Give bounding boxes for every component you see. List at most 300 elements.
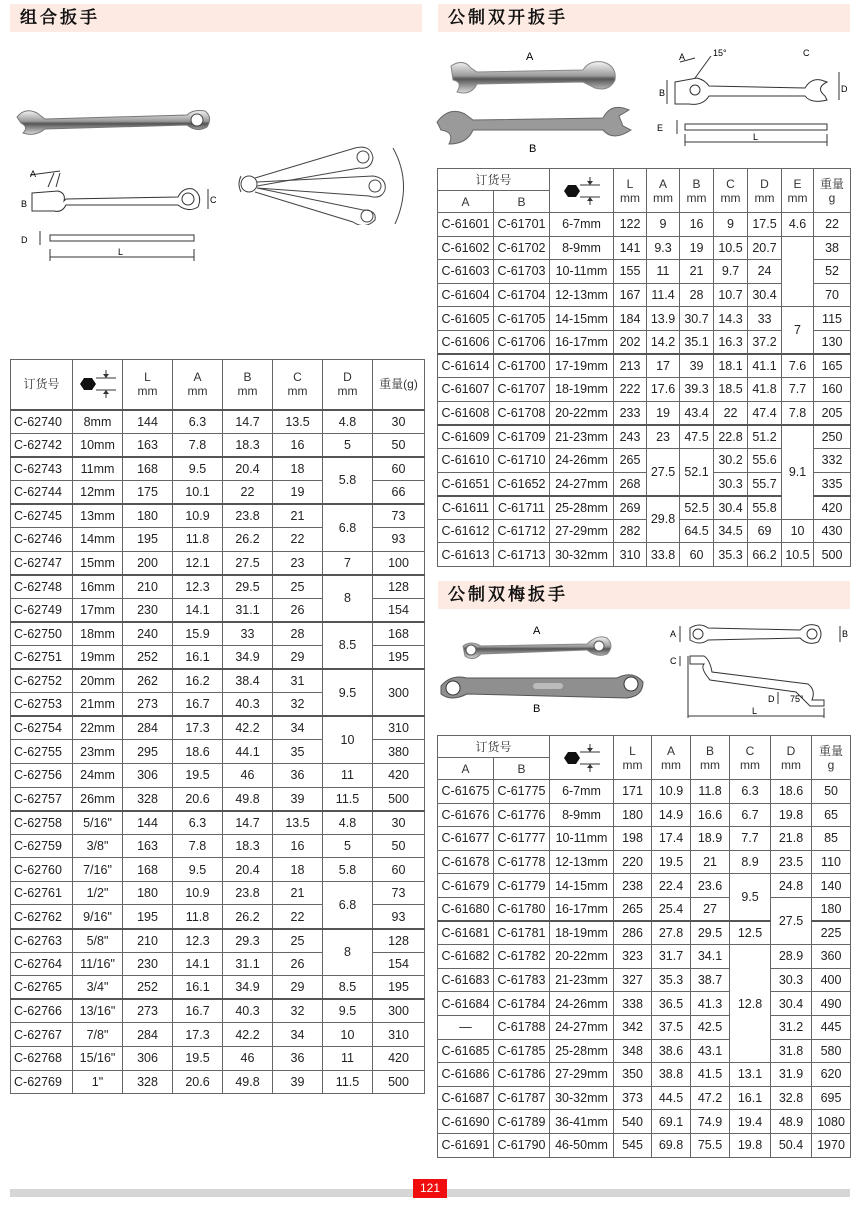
cell-l: 327 bbox=[614, 968, 652, 992]
cell-c: 29 bbox=[273, 645, 323, 669]
cell-w: 22 bbox=[814, 213, 851, 237]
cell-a: 22.4 bbox=[652, 874, 691, 898]
cell-size: 7/8" bbox=[73, 1023, 123, 1047]
cell-d: 30.3 bbox=[771, 968, 812, 992]
cell-w: 1080 bbox=[812, 1110, 851, 1134]
cell-l: 180 bbox=[614, 803, 652, 827]
cell-b: 18.9 bbox=[691, 827, 730, 851]
cell-b: C-61778 bbox=[494, 850, 550, 874]
cell-l: 210 bbox=[123, 929, 173, 953]
cell-w: 500 bbox=[373, 787, 425, 811]
cell-l: 198 bbox=[614, 827, 652, 851]
cell-l: 230 bbox=[123, 952, 173, 976]
header-a: A mm bbox=[173, 360, 223, 410]
header-code: 订货号 bbox=[438, 169, 550, 191]
cell-a: C-61681 bbox=[438, 921, 494, 945]
cell-c: 12.8 bbox=[730, 945, 771, 1063]
cell-w: 115 bbox=[814, 307, 851, 331]
cell-w: 310 bbox=[373, 716, 425, 740]
cell-size: 18-19mm bbox=[550, 378, 614, 402]
diagram-label-angle: 75° bbox=[790, 694, 804, 704]
cell-w: 50 bbox=[373, 834, 425, 858]
cell-w: 695 bbox=[812, 1086, 851, 1110]
cell-b: 35.1 bbox=[680, 330, 714, 354]
box-end-wrench-diagram bbox=[660, 620, 850, 720]
cell-w: 250 bbox=[814, 425, 851, 449]
cell-a: C-61604 bbox=[438, 283, 494, 307]
cell-a: C-61607 bbox=[438, 378, 494, 402]
cell-a: C-61605 bbox=[438, 307, 494, 331]
cell-a: C-61678 bbox=[438, 850, 494, 874]
cell-size: 24-27mm bbox=[550, 472, 614, 496]
diagram-label-d: D bbox=[768, 694, 775, 704]
cell-c: 7.7 bbox=[730, 827, 771, 851]
table-row bbox=[438, 1086, 851, 1110]
cell-a: 6.3 bbox=[173, 410, 223, 434]
cell-b: 22 bbox=[223, 480, 273, 504]
cell-w: 420 bbox=[373, 1047, 425, 1071]
cell-a: 29.8 bbox=[647, 496, 680, 543]
cell-d: 30.4 bbox=[771, 992, 812, 1016]
cell-size: 13mm bbox=[73, 504, 123, 528]
table-row bbox=[438, 968, 851, 992]
cell-l: 168 bbox=[123, 858, 173, 882]
cell-a: 69.1 bbox=[652, 1110, 691, 1134]
cell-l: 328 bbox=[123, 1070, 173, 1094]
cell-b: 23.8 bbox=[223, 504, 273, 528]
cell-w: 30 bbox=[373, 410, 425, 434]
table-row bbox=[438, 213, 851, 237]
cell-code: C-62740 bbox=[11, 410, 73, 434]
page-number: 121 bbox=[413, 1179, 447, 1198]
table-row bbox=[11, 1070, 425, 1094]
hex-size-icon bbox=[560, 743, 604, 773]
cell-a: 19.5 bbox=[652, 850, 691, 874]
cell-code: C-62762 bbox=[11, 905, 73, 929]
header-code-b: B bbox=[494, 191, 550, 213]
cell-c: 25 bbox=[273, 575, 323, 599]
table-row bbox=[438, 897, 851, 921]
photo-label-a: A bbox=[533, 625, 541, 637]
cell-w: 38 bbox=[814, 236, 851, 260]
cell-d: 10 bbox=[323, 1023, 373, 1047]
cell-w: 168 bbox=[373, 622, 425, 646]
cell-a: C-61684 bbox=[438, 992, 494, 1016]
cell-a: 69.8 bbox=[652, 1133, 691, 1157]
cell-d: 32.8 bbox=[771, 1086, 812, 1110]
cell-b: 31.1 bbox=[223, 952, 273, 976]
cell-b: C-61709 bbox=[494, 425, 550, 449]
cell-a: 16.2 bbox=[173, 669, 223, 693]
cell-size: 1" bbox=[73, 1070, 123, 1094]
table-row bbox=[11, 999, 425, 1023]
table-row bbox=[438, 378, 851, 402]
cell-size: 11mm bbox=[73, 457, 123, 481]
table-row bbox=[438, 803, 851, 827]
cell-b: 30.7 bbox=[680, 307, 714, 331]
cell-a: 35.3 bbox=[652, 968, 691, 992]
cell-size: 20-22mm bbox=[550, 945, 614, 969]
cell-c: 19.4 bbox=[730, 1110, 771, 1134]
cell-l: 210 bbox=[123, 575, 173, 599]
cell-b: C-61780 bbox=[494, 897, 550, 921]
cell-c: 34 bbox=[273, 1023, 323, 1047]
cell-code: C-62761 bbox=[11, 881, 73, 905]
cell-size: 46-50mm bbox=[550, 1133, 614, 1157]
table-row bbox=[438, 780, 851, 804]
cell-b: 26.2 bbox=[223, 905, 273, 929]
cell-c: 36 bbox=[273, 1047, 323, 1071]
cell-b: 28 bbox=[680, 283, 714, 307]
cell-size: 15mm bbox=[73, 551, 123, 575]
cell-code: C-62755 bbox=[11, 740, 73, 764]
cell-d: 17.5 bbox=[748, 213, 782, 237]
cell-a: C-61613 bbox=[438, 543, 494, 567]
cell-w: 580 bbox=[812, 1039, 851, 1063]
table-row bbox=[438, 1039, 851, 1063]
cell-a: 7.8 bbox=[173, 433, 223, 457]
cell-c: 21 bbox=[273, 504, 323, 528]
cell-d: 28.9 bbox=[771, 945, 812, 969]
cell-w: 93 bbox=[373, 527, 425, 551]
cell-l: 213 bbox=[614, 354, 647, 378]
cell-l: 540 bbox=[614, 1110, 652, 1134]
cell-a: C-61609 bbox=[438, 425, 494, 449]
cell-a: C-61603 bbox=[438, 260, 494, 284]
cell-d: 31.8 bbox=[771, 1039, 812, 1063]
cell-l: 195 bbox=[123, 527, 173, 551]
cell-d: 30.4 bbox=[748, 283, 782, 307]
cell-b: 41.5 bbox=[691, 1063, 730, 1087]
cell-size: 20mm bbox=[73, 669, 123, 693]
cell-a: C-61687 bbox=[438, 1086, 494, 1110]
cell-b: 41.3 bbox=[691, 992, 730, 1016]
cell-code: C-62763 bbox=[11, 929, 73, 953]
cell-size: 15/16" bbox=[73, 1047, 123, 1071]
table-row bbox=[11, 551, 425, 575]
cell-l: 163 bbox=[123, 834, 173, 858]
cell-l: 342 bbox=[614, 1015, 652, 1039]
cell-b: 46 bbox=[223, 763, 273, 787]
cell-l: 348 bbox=[614, 1039, 652, 1063]
cell-c: 18 bbox=[273, 858, 323, 882]
cell-w: 500 bbox=[814, 543, 851, 567]
header-a: A mm bbox=[647, 169, 680, 213]
cell-b: 16.6 bbox=[691, 803, 730, 827]
cell-c: 6.7 bbox=[730, 803, 771, 827]
cell-b: 29.5 bbox=[691, 921, 730, 945]
cell-b: 46 bbox=[223, 1047, 273, 1071]
table-row bbox=[11, 811, 425, 835]
box-end-wrench-photo bbox=[437, 620, 647, 720]
cell-a: C-61677 bbox=[438, 827, 494, 851]
cell-b: C-61703 bbox=[494, 260, 550, 284]
cell-a: 19 bbox=[647, 401, 680, 425]
cell-d: 55.6 bbox=[748, 448, 782, 472]
cell-a: 10.9 bbox=[173, 504, 223, 528]
cell-size: 1/2" bbox=[73, 881, 123, 905]
cell-code: C-62758 bbox=[11, 811, 73, 835]
cell-l: 310 bbox=[614, 543, 647, 567]
cell-d: 7 bbox=[323, 551, 373, 575]
cell-w: 154 bbox=[373, 598, 425, 622]
cell-b: 38.4 bbox=[223, 669, 273, 693]
section-title-open-end-wrench: 公制双开扳手 bbox=[438, 4, 850, 32]
cell-size: 5/16" bbox=[73, 811, 123, 835]
cell-c: 9.7 bbox=[714, 260, 748, 284]
cell-code: C-62768 bbox=[11, 1047, 73, 1071]
header-size bbox=[73, 360, 123, 410]
cell-d: 41.8 bbox=[748, 378, 782, 402]
cell-c: 22.8 bbox=[714, 425, 748, 449]
open-end-wrench-table bbox=[437, 168, 851, 567]
header-code: 订货号 bbox=[11, 360, 73, 410]
cell-w: 195 bbox=[373, 645, 425, 669]
cell-a: C-61606 bbox=[438, 330, 494, 354]
cell-c: 9.5 bbox=[730, 874, 771, 921]
diagram-label-c: C bbox=[803, 48, 810, 58]
cell-e: 7.6 bbox=[782, 354, 814, 378]
cell-d: 9.5 bbox=[323, 669, 373, 716]
cell-a: 16.1 bbox=[173, 976, 223, 1000]
cell-l: 243 bbox=[614, 425, 647, 449]
cell-size: 10mm bbox=[73, 433, 123, 457]
cell-b: 23.8 bbox=[223, 881, 273, 905]
cell-size: 8mm bbox=[73, 410, 123, 434]
cell-b: 34.1 bbox=[691, 945, 730, 969]
cell-b: C-61779 bbox=[494, 874, 550, 898]
cell-e: 7.7 bbox=[782, 378, 814, 402]
header-e: E mm bbox=[782, 169, 814, 213]
cell-b: 39 bbox=[680, 354, 714, 378]
cell-a: 20.6 bbox=[173, 787, 223, 811]
cell-code: C-62760 bbox=[11, 858, 73, 882]
cell-size: 6-7mm bbox=[550, 213, 614, 237]
cell-b: 26.2 bbox=[223, 527, 273, 551]
diagram-label-c: C bbox=[670, 656, 677, 666]
cell-c: 14.3 bbox=[714, 307, 748, 331]
cell-b: 20.4 bbox=[223, 457, 273, 481]
table-row bbox=[11, 622, 425, 646]
cell-b: 34.9 bbox=[223, 976, 273, 1000]
cell-b: 11.8 bbox=[691, 780, 730, 804]
cell-a: 38.8 bbox=[652, 1063, 691, 1087]
cell-d: 5.8 bbox=[323, 858, 373, 882]
cell-size: 21-23mm bbox=[550, 425, 614, 449]
cell-l: 269 bbox=[614, 496, 647, 520]
cell-size: 19mm bbox=[73, 645, 123, 669]
cell-a: C-61608 bbox=[438, 401, 494, 425]
cell-size: 14-15mm bbox=[550, 307, 614, 331]
cell-size: 8-9mm bbox=[550, 803, 614, 827]
section-title-combination-wrench: 组合扳手 bbox=[10, 4, 422, 32]
cell-a: 9.5 bbox=[173, 858, 223, 882]
cell-code: C-62756 bbox=[11, 763, 73, 787]
cell-c: 30.2 bbox=[714, 448, 748, 472]
cell-b: C-61790 bbox=[494, 1133, 550, 1157]
cell-b: 31.1 bbox=[223, 598, 273, 622]
cell-size: 8-9mm bbox=[550, 236, 614, 260]
cell-e: 9.1 bbox=[782, 425, 814, 519]
table-row bbox=[11, 669, 425, 693]
cell-size: 5/8" bbox=[73, 929, 123, 953]
cell-a: 37.5 bbox=[652, 1015, 691, 1039]
cell-c: 18.5 bbox=[714, 378, 748, 402]
cell-b: 49.8 bbox=[223, 787, 273, 811]
diagram-label-b: B bbox=[842, 629, 849, 639]
cell-w: 65 bbox=[812, 803, 851, 827]
cell-a: 27.8 bbox=[652, 921, 691, 945]
cell-d: 33 bbox=[748, 307, 782, 331]
cell-c: 19 bbox=[273, 480, 323, 504]
cell-size: 16-17mm bbox=[550, 897, 614, 921]
cell-b: 64.5 bbox=[680, 519, 714, 543]
cell-d: 23.5 bbox=[771, 850, 812, 874]
cell-w: 430 bbox=[814, 519, 851, 543]
combination-wrench-table bbox=[10, 359, 425, 1094]
cell-c: 8.9 bbox=[730, 850, 771, 874]
cell-size: 24-27mm bbox=[550, 1015, 614, 1039]
cell-c: 39 bbox=[273, 1070, 323, 1094]
table-row bbox=[438, 543, 851, 567]
table-row bbox=[11, 433, 425, 457]
cell-w: 380 bbox=[373, 740, 425, 764]
cell-b: C-61713 bbox=[494, 543, 550, 567]
cell-b: C-61786 bbox=[494, 1063, 550, 1087]
photo-label-b: B bbox=[533, 703, 541, 715]
cell-a: 33.8 bbox=[647, 543, 680, 567]
cell-size: 18mm bbox=[73, 622, 123, 646]
cell-code: C-62747 bbox=[11, 551, 73, 575]
cell-d: 8.5 bbox=[323, 622, 373, 669]
combination-wrench-diagram bbox=[18, 165, 218, 265]
cell-d: 6.8 bbox=[323, 504, 373, 551]
cell-size: 14mm bbox=[73, 527, 123, 551]
cell-a: 11.4 bbox=[647, 283, 680, 307]
cell-w: 160 bbox=[814, 378, 851, 402]
cell-b: 14.7 bbox=[223, 410, 273, 434]
cell-e: 4.6 bbox=[782, 213, 814, 237]
cell-a: 7.8 bbox=[173, 834, 223, 858]
cell-b: C-61775 bbox=[494, 780, 550, 804]
cell-a: 17.3 bbox=[173, 1023, 223, 1047]
cell-d: 24.8 bbox=[771, 874, 812, 898]
cell-b: 33 bbox=[223, 622, 273, 646]
header-size bbox=[550, 169, 614, 213]
cell-d: 50.4 bbox=[771, 1133, 812, 1157]
cell-d: 66.2 bbox=[748, 543, 782, 567]
cell-c: 10.7 bbox=[714, 283, 748, 307]
cell-l: 200 bbox=[123, 551, 173, 575]
header-d: D mm bbox=[748, 169, 782, 213]
cell-a: 14.1 bbox=[173, 952, 223, 976]
cell-b: C-61783 bbox=[494, 968, 550, 992]
cell-size: 27-29mm bbox=[550, 519, 614, 543]
cell-a: C-61680 bbox=[438, 897, 494, 921]
cell-code: C-62748 bbox=[11, 575, 73, 599]
cell-b: C-61710 bbox=[494, 448, 550, 472]
cell-code: C-62767 bbox=[11, 1023, 73, 1047]
cell-b: 16 bbox=[680, 213, 714, 237]
cell-a: 38.6 bbox=[652, 1039, 691, 1063]
cell-w: 128 bbox=[373, 575, 425, 599]
cell-size: 24-26mm bbox=[550, 448, 614, 472]
cell-a: C-61602 bbox=[438, 236, 494, 260]
cell-w: 110 bbox=[812, 850, 851, 874]
cell-code: C-62744 bbox=[11, 480, 73, 504]
cell-b: 43.4 bbox=[680, 401, 714, 425]
cell-c: 9 bbox=[714, 213, 748, 237]
cell-w: 165 bbox=[814, 354, 851, 378]
cell-size: 16-17mm bbox=[550, 330, 614, 354]
cell-l: 180 bbox=[123, 881, 173, 905]
cell-code: C-62749 bbox=[11, 598, 73, 622]
cell-l: 155 bbox=[614, 260, 647, 284]
cell-b: C-61712 bbox=[494, 519, 550, 543]
cell-b: 42.5 bbox=[691, 1015, 730, 1039]
cell-b: C-61700 bbox=[494, 354, 550, 378]
cell-b: 18.3 bbox=[223, 433, 273, 457]
cell-d: 8 bbox=[323, 929, 373, 976]
cell-e: 7.8 bbox=[782, 401, 814, 425]
cell-c: 39 bbox=[273, 787, 323, 811]
cell-size: 18-19mm bbox=[550, 921, 614, 945]
cell-size: 14-15mm bbox=[550, 874, 614, 898]
cell-a: 20.6 bbox=[173, 1070, 223, 1094]
cell-a: 12.1 bbox=[173, 551, 223, 575]
cell-w: 130 bbox=[814, 330, 851, 354]
cell-c: 26 bbox=[273, 598, 323, 622]
cell-w: 66 bbox=[373, 480, 425, 504]
table-row bbox=[11, 763, 425, 787]
header-weight: 重量 g bbox=[812, 736, 851, 780]
cell-l: 144 bbox=[123, 811, 173, 835]
cell-a: C-61612 bbox=[438, 519, 494, 543]
cell-code: C-62769 bbox=[11, 1070, 73, 1094]
cell-size: 24mm bbox=[73, 763, 123, 787]
cell-l: 184 bbox=[614, 307, 647, 331]
header-size bbox=[550, 736, 614, 780]
section-title-box-end-wrench: 公制双梅扳手 bbox=[438, 581, 850, 609]
cell-w: 93 bbox=[373, 905, 425, 929]
cell-l: 306 bbox=[123, 763, 173, 787]
cell-l: 222 bbox=[614, 378, 647, 402]
cell-e: 7 bbox=[782, 307, 814, 354]
cell-l: 350 bbox=[614, 1063, 652, 1087]
header-d: D mm bbox=[323, 360, 373, 410]
cell-l: 168 bbox=[123, 457, 173, 481]
cell-a: C-61675 bbox=[438, 780, 494, 804]
cell-d: 6.8 bbox=[323, 881, 373, 928]
cell-l: 262 bbox=[123, 669, 173, 693]
diagram-label-b: B bbox=[21, 199, 28, 209]
cell-b: C-61652 bbox=[494, 472, 550, 496]
cell-size: 10-11mm bbox=[550, 827, 614, 851]
diagram-label-l: L bbox=[753, 132, 759, 142]
cell-code: C-62753 bbox=[11, 693, 73, 717]
cell-a: 36.5 bbox=[652, 992, 691, 1016]
cell-b: C-61705 bbox=[494, 307, 550, 331]
cell-b: 38.7 bbox=[691, 968, 730, 992]
cell-w: 400 bbox=[812, 968, 851, 992]
cell-l: 273 bbox=[123, 999, 173, 1023]
cell-w: 70 bbox=[814, 283, 851, 307]
box-end-wrench-table bbox=[437, 735, 851, 1158]
cell-c: 18.1 bbox=[714, 354, 748, 378]
table-row bbox=[11, 457, 425, 481]
cell-code: C-62751 bbox=[11, 645, 73, 669]
cell-a: 10.9 bbox=[652, 780, 691, 804]
